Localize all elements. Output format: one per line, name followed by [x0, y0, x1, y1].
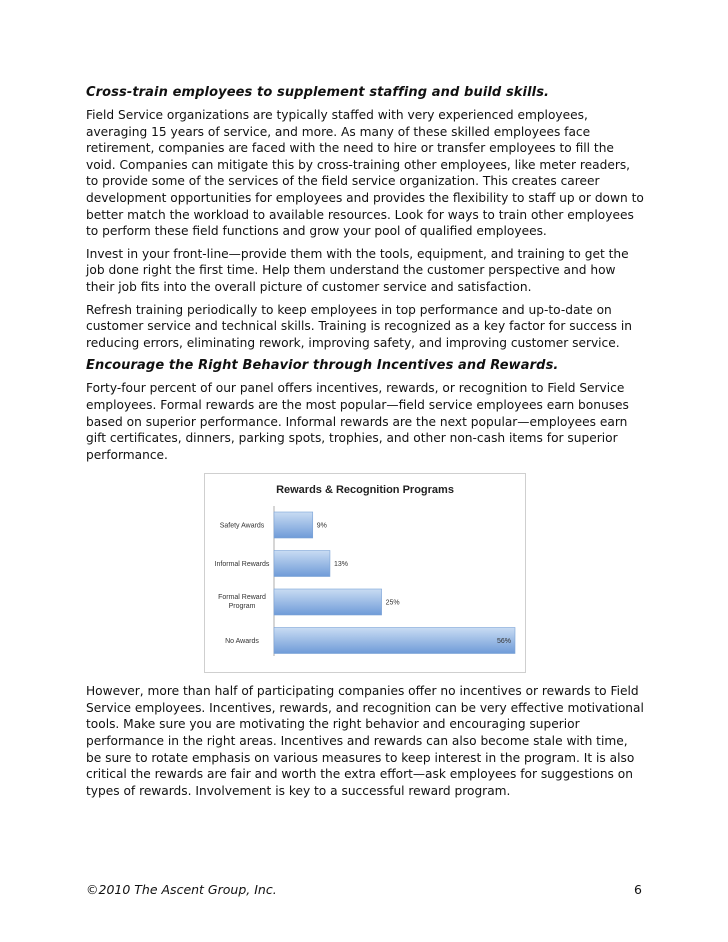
chart-value-label-1: 13% — [333, 561, 348, 569]
chart-category-label-3: No Awards — [225, 638, 259, 646]
section-cross-train — [86, 84, 646, 351]
chart-bar-2 — [274, 589, 382, 615]
paragraph-refresh-training: Refresh training periodically to keep employees in top performance and up-to-date on customer service and technical skills. Training is recognized as a key factor for success in reducing errors, eliminating rework, improving safety, and improving customer service. — [86, 302, 632, 350]
chart-category-label-2: Formal Reward Program — [218, 594, 266, 611]
chart-category-label-0: Safety Awards — [219, 522, 265, 530]
paragraph-forty-four-percent: Forty-four percent of our panel offers incentives, rewards, or recognition to Field Service employees. Formal rewards are the most popular—field service employees earn bonuses based on superior performance. Informal rewards are the next popular—employees earn gift certificates, dinners, parking spots, trophies, and other non-cash items for superior performance. — [86, 381, 629, 462]
chart-value-label-0: 9% — [316, 522, 327, 530]
chart-bar-3 — [274, 628, 515, 654]
rewards-chart-svg — [205, 474, 525, 672]
chart-value-label-2: 25% — [385, 599, 400, 607]
section-heading-incentives: Encourage the Right Behavior through Incentives and Rewards. — [86, 358, 559, 374]
chart-title: Rewards & Recognition Programs — [276, 484, 454, 497]
chart-bar-1 — [274, 551, 330, 577]
chart-category-label-1: Informal Rewards — [214, 561, 270, 569]
paragraph-closing: However, more than half of participating companies offer no incentives or rewards to Field Service employees. Incentives, rewards, and recognition can be very effective motivational tools. Make sure you are motivating the right behavior and encouraging superior performance in the right areas. Incentives and rewards can also become stale with time, be sure to rotate emphasis on various measures to keep interest in the program. It is also critical the rewards are fair and worth the extra effort—ask employees for suggestions on types of rewards. Involvement is key to a successful reward program. — [86, 684, 644, 798]
chart-bar-0 — [274, 512, 313, 538]
paragraph-invest-front-line: Invest in your front-line—provide them with the tools, equipment, and training to get the job done right the first time. Help them understand the customer perspective and how their job fits into the overall picture of customer service and satisfaction. — [86, 246, 629, 294]
footer-copyright: ©2010 The Ascent Group, Inc. — [86, 882, 277, 897]
page-footer — [86, 882, 642, 898]
section-heading-cross-train: Cross-train employees to supplement staffing and build skills. — [86, 85, 550, 100]
chart-value-label-3: 56% — [496, 638, 511, 646]
document-page — [86, 84, 646, 805]
section-incentives — [86, 357, 646, 463]
paragraph-field-service: Field Service organizations are typically staffed with very experienced employees, averaging 15 years of service, and more. As many of these skilled employees face retirement, companies are faced with the need to hire or transfer employees to fill the void. Companies can mitigate this by cross-training other employees, like meter readers, to provide some of the services of the field service organization. This creates career development opportunities for employees and provides the flexibility to staff up or down to better match the workload to available resources. Look for ways to train other employees to perform these field functions and grow your pool of qualified employees. — [86, 108, 644, 239]
footer-page-number: 6 — [634, 882, 642, 897]
rewards-chart — [204, 473, 526, 673]
